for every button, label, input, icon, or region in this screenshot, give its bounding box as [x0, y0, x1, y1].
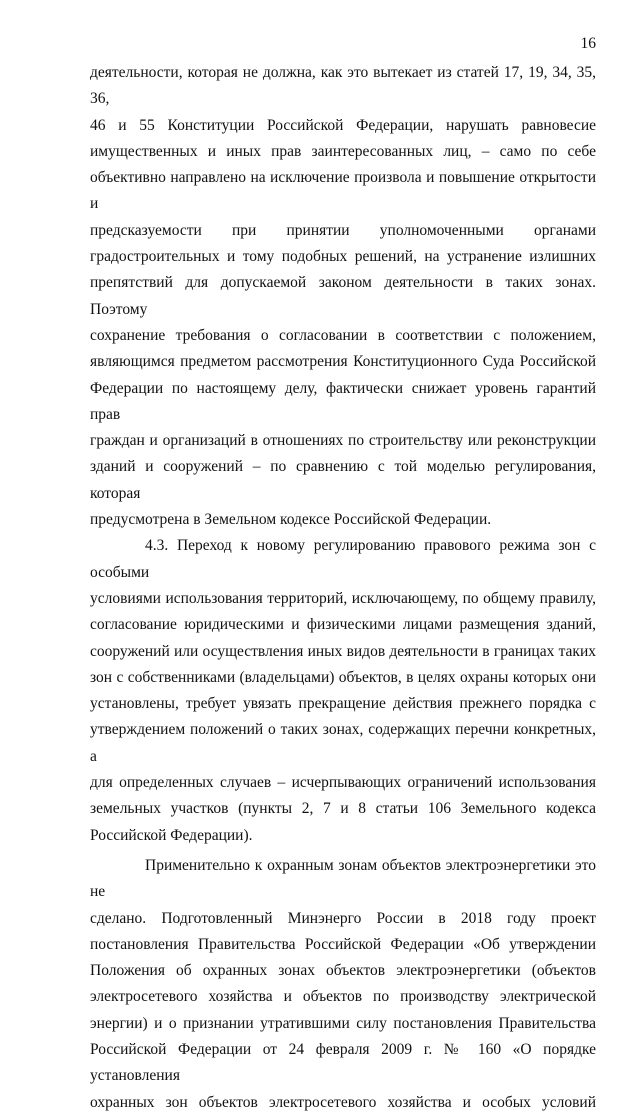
text-line: сделано. Подготовленный Минэнерго России в 2018 году проект [90, 909, 596, 927]
text-line: охранных зон объектов электросетевого хозяйства и особых условий [90, 1093, 596, 1111]
text-line: сохранение требования о согласовании в соответствии с положением, [90, 326, 596, 344]
text-line: 46 и 55 Конституции Российской Федерации, нарушать равновесие [90, 116, 596, 134]
text-line: земельных участков (пункты 2, 7 и 8 статьи 106 Земельного кодекса [90, 800, 596, 818]
document-body [90, 60, 596, 1116]
text-line: деятельности, которая не должна, как это вытекает из статей 17, 19, 34, 35, 36, [90, 64, 596, 108]
text-line: утверждением положений о таких зонах, содержащих перечни конкретных, а [90, 721, 596, 765]
text-line: Российской Федерации). [90, 826, 253, 844]
text-line: градостроительных и тому подобных решений, на устранение излишних [90, 248, 596, 266]
text-line: электросетевого хозяйства и объектов по производству электрической [90, 988, 596, 1006]
text-line: Российской Федерации от 24 февраля 2009 г. № 160 «О порядке установления [90, 1040, 596, 1085]
page-number: 16 [580, 35, 596, 52]
text-line: энергии) и о признании утратившими силу постановления Правительства [90, 1014, 596, 1032]
text-line: предсказуемости при принятии уполномоченными органами [90, 221, 596, 239]
text-line: граждан и организаций в отношениях по строительству или реконструкции [90, 432, 596, 450]
text-line: сооружений или осуществления иных видов деятельности в границах таких [90, 642, 596, 660]
text-line: установлены, требует увязать прекращение действия прежнего порядка с [90, 695, 596, 713]
text-line: условиями использования территорий, исключающему, по общему правилу, [90, 589, 596, 607]
text-line: имущественных и иных прав заинтересованных лиц, – само по себе [90, 142, 596, 160]
text-line: препятствий для допускаемой законом деятельности в таких зонах. Поэтому [90, 274, 596, 318]
text-line: Применительно к охранным зонам объектов электроэнергетики это не [90, 856, 596, 901]
text-line: Положения об охранных зонах объектов электроэнергетики (объектов [90, 962, 596, 980]
text-line: зданий и сооружений – по сравнению с той моделью регулирования, которая [90, 458, 596, 502]
text-line: Федерации по настоящему делу, фактически снижает уровень гарантий прав [90, 379, 596, 423]
text-line: для определенных случаев – исчерпывающих ограничений использования [90, 774, 596, 792]
text-line: объективно направлено на исключение произвола и повышение открытости и [90, 169, 596, 213]
text-line: согласование юридическими и физическими лицами размещения зданий, [90, 616, 596, 634]
text-line: зон с собственниками (владельцами) объектов, в целях охраны которых они [90, 668, 596, 686]
text-line: постановления Правительства Российской Федерации «Об утверждении [90, 935, 596, 953]
text-line: 4.3. Переход к новому регулированию правового режима зон с особыми [90, 537, 596, 581]
text-line: являющимся предметом рассмотрения Конституционного Суда Российской [90, 353, 596, 371]
text-line: предусмотрена в Земельном кодексе Российской Федерации. [90, 511, 492, 529]
